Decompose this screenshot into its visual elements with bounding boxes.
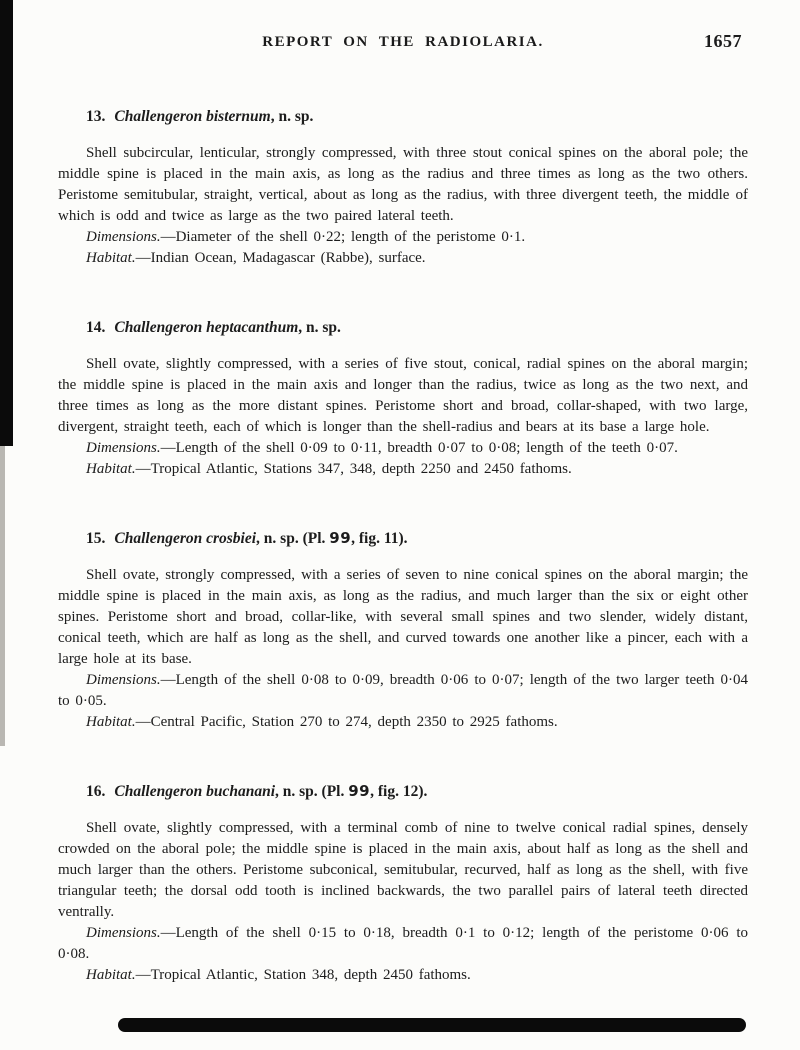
page-title: REPORT ON THE RADIOLARIA. bbox=[262, 34, 544, 50]
habitat-line bbox=[58, 712, 748, 733]
heading-suffix: , n. sp. bbox=[298, 319, 341, 336]
section-15 bbox=[58, 528, 748, 733]
section-14 bbox=[58, 317, 748, 480]
dimensions-label: Dimensions. bbox=[86, 925, 161, 941]
section-13 bbox=[58, 106, 748, 269]
description-paragraph: Shell ovate, slightly compressed, with a series of five stout, conical, radial spines on the aboral margin; the middle spine is placed in the main axis and longer than the radius, twice as long as the two next, and three times as long as the more distant spines. Peristome short and broad, collar-shaped, with two large, divergent, straight teeth, each of which is longer than the shell-radius and bears at its base a large hole. bbox=[58, 356, 748, 435]
species-name: Challengeron bisternum bbox=[114, 108, 271, 125]
habitat-line bbox=[58, 965, 748, 986]
section-number: 15. bbox=[86, 530, 106, 547]
section-heading bbox=[86, 528, 748, 549]
habitat-line bbox=[58, 248, 748, 269]
habitat-text: —Tropical Atlantic, Station 348, depth 2450 fathoms. bbox=[135, 967, 471, 983]
dimensions-label: Dimensions. bbox=[86, 229, 161, 245]
description-paragraph: Shell ovate, slightly compressed, with a terminal comb of nine to twelve conical radial spines, densely crowded on the aboral pole; the middle spine is placed in the main axis, about half as long as the shell and much larger than the others. Peristome subconical, semitubular, recurved, half as long as the shell, with five triangular teeth; the dorsal odd tooth is inclined backwards, the two parallel pairs of lateral teeth directed ventrally. bbox=[58, 820, 748, 920]
habitat-label: Habitat. bbox=[86, 967, 136, 983]
section-heading bbox=[86, 106, 748, 127]
plate-suffix: , fig. 12). bbox=[370, 783, 428, 800]
dimensions-label: Dimensions. bbox=[86, 440, 161, 456]
dimensions-line bbox=[58, 923, 748, 965]
dimensions-text: —Length of the shell 0·08 to 0·09, breadth 0·06 to 0·07; length of the two larger teeth 0·04 to 0·05. bbox=[58, 672, 748, 709]
dimensions-text: —Diameter of the shell 0·22; length of the peristome 0·1. bbox=[160, 229, 526, 245]
section-heading bbox=[86, 781, 748, 802]
dimensions-line bbox=[58, 227, 748, 248]
plate-suffix: , fig. 11). bbox=[351, 530, 408, 547]
habitat-label: Habitat. bbox=[86, 714, 136, 730]
heading-suffix: , n. sp. (Pl. bbox=[275, 783, 349, 800]
habitat-label: Habitat. bbox=[86, 250, 136, 266]
dimensions-text: —Length of the shell 0·15 to 0·18, breadth 0·1 to 0·12; length of the peristome 0·06 to 0·08. bbox=[58, 925, 748, 962]
plate-number: 99 bbox=[329, 529, 352, 547]
dimensions-line bbox=[58, 438, 748, 459]
scan-artifact-bottom bbox=[118, 1018, 746, 1032]
section-number: 16. bbox=[86, 783, 106, 800]
dimensions-label: Dimensions. bbox=[86, 672, 161, 688]
species-name: Challengeron buchanani bbox=[114, 783, 276, 800]
species-name: Challengeron heptacanthum bbox=[114, 319, 299, 336]
habitat-text: —Central Pacific, Station 270 to 274, depth 2350 to 2925 fathoms. bbox=[135, 714, 558, 730]
description-paragraph: Shell subcircular, lenticular, strongly compressed, with three stout conical spines on the aboral pole; the middle spine is placed in the main axis, as long as the radius and three times as long as the two others. Peristome semitubular, straight, vertical, about as long as the radius, with three divergent teeth, the middle of which is odd and twice as large as the two paired lateral teeth. bbox=[58, 145, 748, 224]
habitat-label: Habitat. bbox=[86, 461, 136, 477]
page-header bbox=[58, 31, 748, 58]
description-paragraph: Shell ovate, strongly compressed, with a series of seven to nine conical spines on the aboral margin; the middle spine is placed in the main axis, as long as the radius, and much larger than the six or eight other spines. Peristome short and broad, collar-like, with several small spines and two slender, widely distant, conical teeth, which are half as long as the shell, and curved towards one another like a pincer, each with a large hole at its base. bbox=[58, 567, 748, 667]
page-number: 1657 bbox=[704, 31, 742, 51]
section-16 bbox=[58, 781, 748, 986]
habitat-text: —Tropical Atlantic, Stations 347, 348, depth 2250 and 2450 fathoms. bbox=[135, 461, 572, 477]
habitat-line bbox=[58, 459, 748, 480]
section-number: 14. bbox=[86, 319, 106, 336]
species-name: Challengeron crosbiei bbox=[114, 530, 257, 547]
heading-suffix: , n. sp. (Pl. bbox=[256, 530, 330, 547]
dimensions-text: —Length of the shell 0·09 to 0·11, breadth 0·07 to 0·08; length of the teeth 0·07. bbox=[160, 440, 678, 456]
plate-number: 99 bbox=[348, 782, 371, 800]
dimensions-line bbox=[58, 670, 748, 712]
section-heading bbox=[86, 317, 748, 338]
heading-suffix: , n. sp. bbox=[270, 108, 314, 125]
section-number: 13. bbox=[86, 108, 106, 125]
habitat-text: —Indian Ocean, Madagascar (Rabbe), surface. bbox=[135, 250, 426, 266]
